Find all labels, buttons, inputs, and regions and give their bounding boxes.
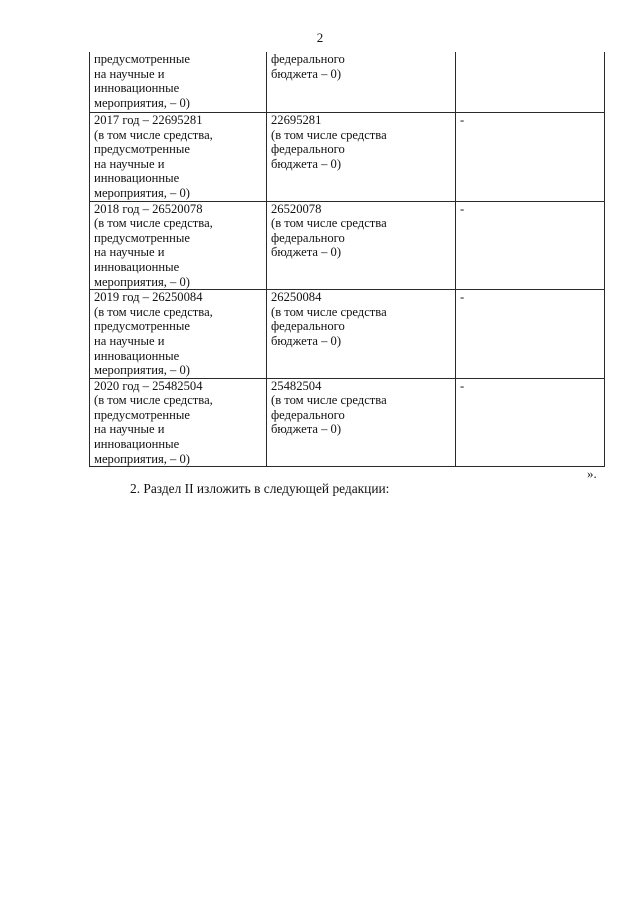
table-cell-federal-budget bbox=[267, 52, 456, 113]
cell-text: 22695281 (в том числе средства федерального бюджета – 0) bbox=[271, 113, 387, 171]
cell-text: 2020 год – 25482504 (в том числе средства, предусмотренные на научные и инновационные мероприятия, – 0) bbox=[94, 378, 213, 466]
table-cell-federal-budget bbox=[267, 290, 456, 379]
cell-text: 2018 год – 26520078 (в том числе средства, предусмотренные на научные и инновационные мероприятия, – 0) bbox=[94, 201, 213, 289]
funding-table bbox=[89, 52, 605, 467]
table-cell-funding-total bbox=[90, 378, 267, 467]
section-amendment-paragraph: 2. Раздел II изложить в следующей редакции: bbox=[130, 481, 390, 496]
table-cell-federal-budget bbox=[267, 113, 456, 202]
page-number: 2 bbox=[316, 30, 324, 45]
cell-text: 2017 год – 22695281 (в том числе средства, предусмотренные на научные и инновационные мероприятия, – 0) bbox=[94, 113, 213, 200]
cell-text: 2019 год – 26250084 (в том числе средства, предусмотренные на научные и инновационные мероприятия, – 0) bbox=[94, 290, 213, 378]
table-cell-other-sources bbox=[456, 201, 605, 290]
table-row bbox=[90, 290, 605, 379]
cell-text: - bbox=[460, 378, 465, 393]
table-cell-other-sources bbox=[456, 378, 605, 467]
cell-text: - bbox=[460, 290, 465, 305]
table-cell-funding-total bbox=[90, 201, 267, 290]
cell-text: федерального бюджета – 0) bbox=[271, 52, 345, 81]
table-row bbox=[90, 378, 605, 467]
table-row bbox=[90, 52, 605, 113]
cell-text: 25482504 (в том числе средства федерального бюджета – 0) bbox=[271, 378, 387, 437]
cell-text: - bbox=[460, 201, 465, 216]
table-cell-other-sources bbox=[456, 113, 605, 202]
table-cell-other-sources bbox=[456, 290, 605, 379]
table-cell-other-sources bbox=[456, 52, 605, 113]
cell-text: 26250084 (в том числе средства федерального бюджета – 0) bbox=[271, 290, 387, 348]
table-cell-funding-total bbox=[90, 290, 267, 379]
table-cell-federal-budget bbox=[267, 201, 456, 290]
table-row bbox=[90, 201, 605, 290]
table-row bbox=[90, 113, 605, 202]
table-cell-federal-budget bbox=[267, 378, 456, 467]
cell-text: предусмотренные на научные и инновационные мероприятия, – 0) bbox=[94, 52, 190, 110]
closing-quote: ». bbox=[587, 466, 597, 481]
cell-text: 26520078 (в том числе средства федерального бюджета – 0) bbox=[271, 201, 387, 260]
table-cell-funding-total bbox=[90, 52, 267, 113]
cell-text: - bbox=[460, 113, 465, 127]
table-cell-funding-total bbox=[90, 113, 267, 202]
